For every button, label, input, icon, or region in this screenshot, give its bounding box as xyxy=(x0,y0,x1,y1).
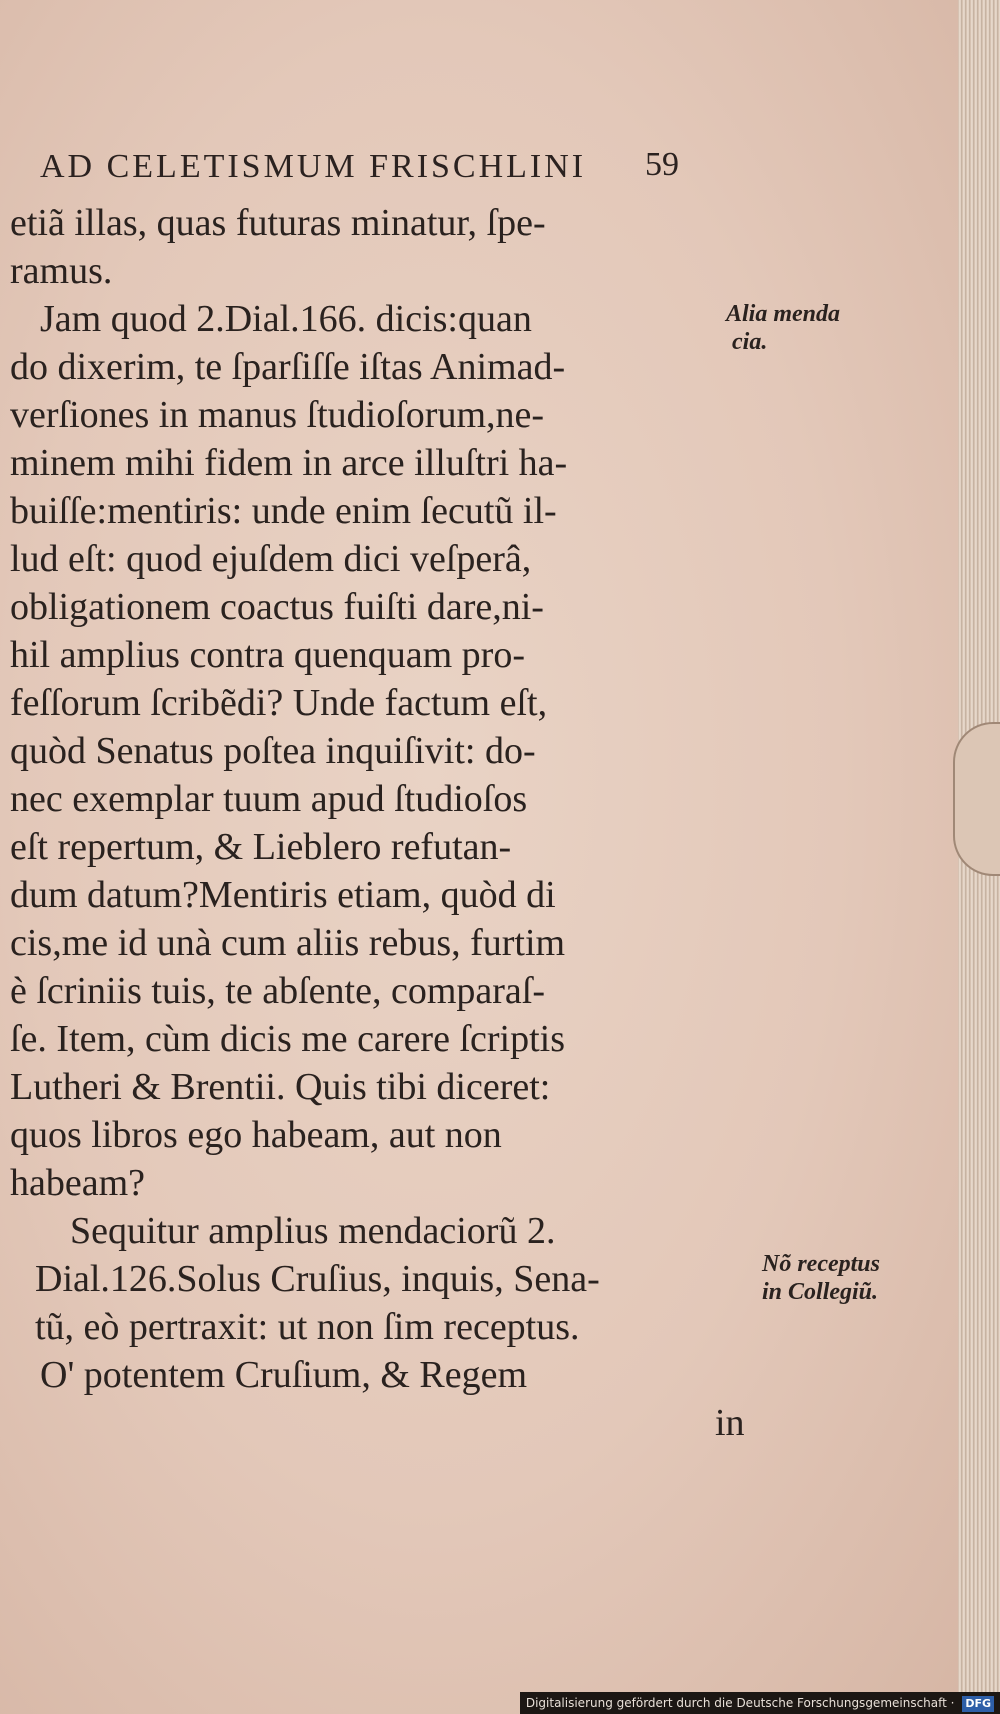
margin-note-line: in Collegiũ. xyxy=(762,1279,879,1305)
margin-note xyxy=(762,1250,880,1306)
text-line: etiã illas, quas futuras minatur, ſpe- xyxy=(10,202,546,244)
text-line: dum datum?Mentiris etiam, quòd di xyxy=(10,874,556,916)
text-line: feſſorum ſcribẽdi? Unde factum eſt, xyxy=(10,682,548,724)
text-line: Jam quod 2.Dial.166. dicis:quan xyxy=(40,298,532,340)
running-head: AD CELETISMUM FRISCHLINI xyxy=(40,148,587,185)
text-line: ramus. xyxy=(10,250,113,292)
text-line: lud eſt: quod ejuſdem dici veſperâ, xyxy=(10,538,532,580)
footer-credit: Digitalisierung gefördert durch die Deutsche Forschungsgemeinschaft · DFG xyxy=(520,1692,1000,1714)
page-tab xyxy=(953,722,1000,876)
margin-note-line: cia. xyxy=(732,329,768,355)
text-line: quos libros ego habeam, aut non xyxy=(10,1114,502,1156)
text-line: buiſſe:mentiris: unde enim ſecutũ il- xyxy=(10,490,557,532)
text-line: in xyxy=(715,1402,745,1444)
text-line: O' potentem Cruſium, & Regem xyxy=(40,1354,528,1396)
footer-text: Digitalisierung gefördert durch die Deutsche Forschungsgemeinschaft xyxy=(525,1696,947,1710)
text-line: minem mihi fidem in arce illuſtri ha- xyxy=(10,442,568,484)
folio-number: 59 xyxy=(645,146,679,183)
margin-note-line: Alia menda xyxy=(726,301,841,327)
text-line: nec exemplar tuum apud ſtudioſos xyxy=(10,778,528,820)
text-line: tũ, eò pertraxit: ut non ſim receptus. xyxy=(35,1306,580,1348)
text-line: è ſcriniis tuis, te abſente, comparaſ- xyxy=(10,970,545,1012)
text-line: hil amplius contra quenquam pro- xyxy=(10,634,525,676)
text-line: Lutheri & Brentii. Quis tibi diceret: xyxy=(10,1066,551,1108)
text-line: eſt repertum, & Lieblero refutan- xyxy=(10,826,512,868)
text-line: verſiones in manus ſtudioſorum,ne- xyxy=(10,394,545,436)
text-line: ſe. Item, cùm dicis me carere ſcriptis xyxy=(10,1018,565,1060)
dfg-logo: DFG xyxy=(962,1696,994,1712)
text-line: cis,me id unà cum aliis rebus, furtim xyxy=(10,922,566,964)
margin-note xyxy=(726,300,840,356)
text-line: do dixerim, te ſparſiſſe iſtas Animad- xyxy=(10,346,566,388)
text-line: Dial.126.Solus Cruſius, inquis, Sena- xyxy=(35,1258,600,1300)
text-line: habeam? xyxy=(10,1162,146,1204)
text-line: quòd Senatus poſtea inquiſivit: do- xyxy=(10,730,536,772)
text-line: Sequitur amplius mendaciorũ 2. xyxy=(70,1210,556,1252)
margin-note-line: Nõ receptus xyxy=(762,1251,880,1277)
text-line: obligationem coactus fuiſti dare,ni- xyxy=(10,586,544,628)
